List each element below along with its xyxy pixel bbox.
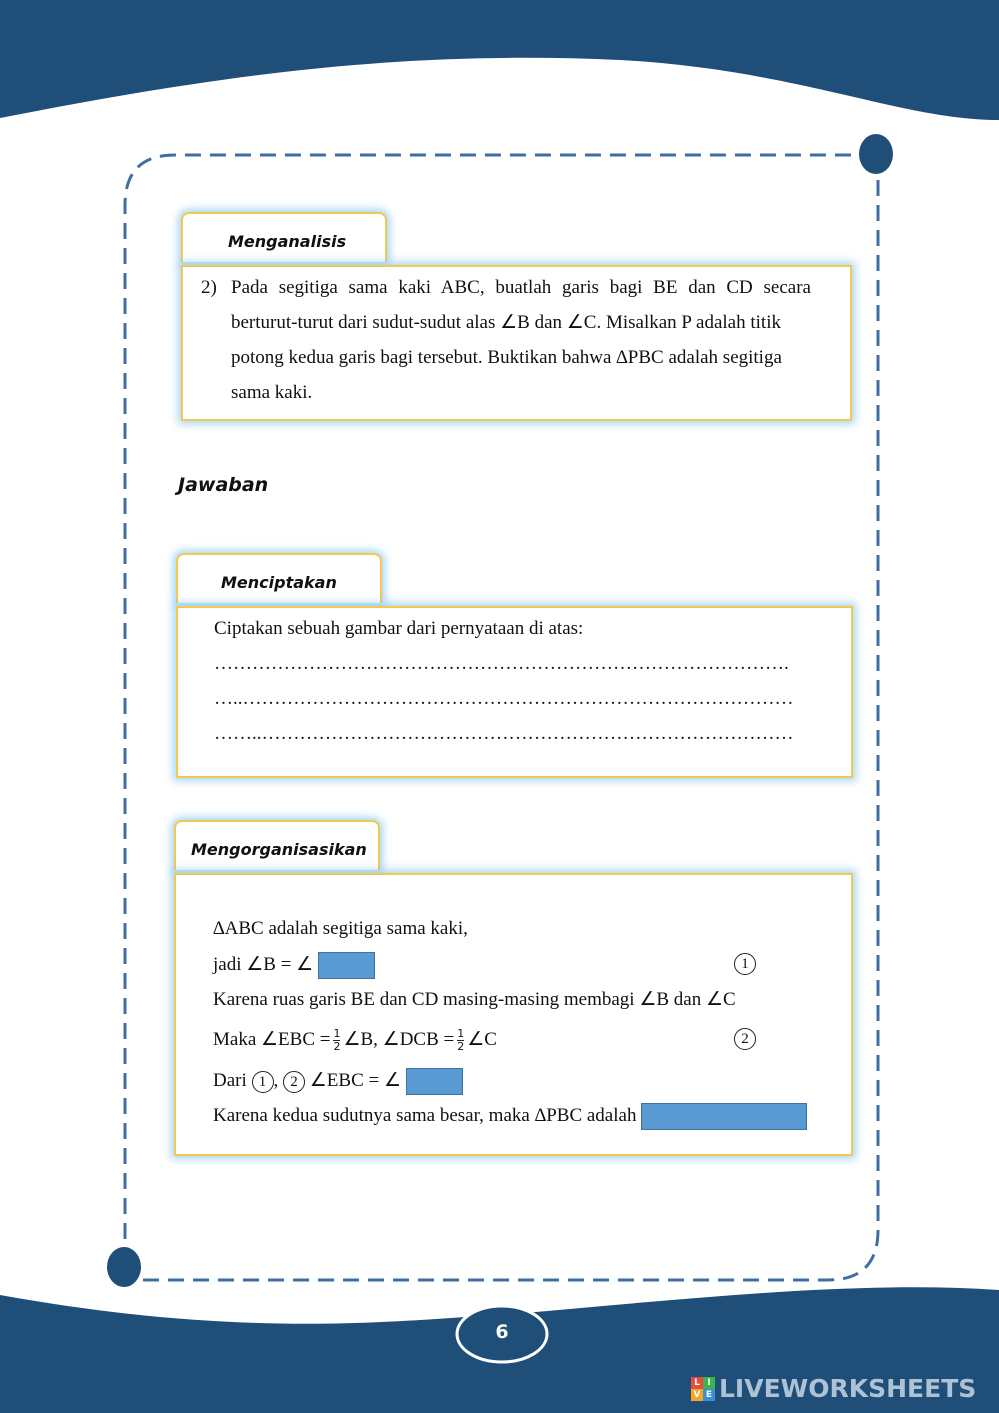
answer-line-3[interactable]: ……..………………………………………………………………………… [214,723,794,744]
answer-line-2[interactable]: …..…………………………………………………………………………… [214,688,794,709]
logo-letter-v: V [691,1389,703,1401]
page-number: 6 [495,1321,509,1343]
proof-line-6 [213,1098,807,1133]
proof-line-2 [213,947,833,982]
proof-line-4-b: ∠B, ∠DCB = [343,1029,455,1050]
frame-corner-dot-bottom [107,1247,141,1287]
frame-corner-dot-top [859,134,893,174]
proof-line-5 [213,1063,463,1098]
logo-letter-l: L [691,1377,703,1389]
half-fraction-1 [333,1028,340,1053]
question-line-1: Pada segitiga sama kaki ABC, buatlah garis bagi BE dan CD secara [231,277,811,298]
question-line-2: berturut-turut dari sudut-sudut alas ∠B dan ∠C. Misalkan P adalah titik [231,312,781,333]
fraction-denominator: 2 [333,1040,341,1054]
answer-box-angle-c[interactable] [318,952,375,979]
answer-box-angle-dcb[interactable] [406,1068,463,1095]
proof-line-4 [213,1022,833,1057]
proof-line-5-c: ∠EBC = ∠ [309,1070,401,1091]
question-box [181,265,852,421]
logo-letter-i: I [703,1377,715,1389]
proof-line-6-text: Karena kedua sudutnya sama besar, maka ∆PBC adalah [213,1105,637,1126]
fraction-numerator: 1 [457,1027,465,1041]
marker-2-icon: 2 [734,1028,756,1050]
proof-line-1: ∆ABC adalah segitiga sama kaki, [213,918,468,939]
answer-box-conclusion[interactable] [641,1103,807,1130]
watermark-text: LIVEWORKSHEETS [719,1374,977,1403]
create-prompt: Ciptakan sebuah gambar dari pernyataan di atas: [214,618,584,639]
marker-1-icon: 1 [734,953,756,975]
proof-line-2-text: jadi ∠B = ∠ [213,954,314,975]
fraction-numerator: 1 [333,1027,341,1041]
top-wave-band [0,0,999,120]
logo-letter-e: E [703,1389,715,1401]
fraction-denominator: 2 [457,1040,465,1054]
watermark-logo-icon [691,1377,715,1401]
menciptakan-title: Menciptakan [221,573,337,592]
half-fraction-2 [457,1028,464,1053]
proof-line-4-a: Maka ∠EBC = [213,1029,331,1050]
question-line-3: potong kedua garis bagi tersebut. Buktikan bahwa ∆PBC adalah segitiga [231,347,782,368]
mengorganisasikan-tab [174,820,380,870]
marker-1-ref-icon: 1 [252,1071,274,1093]
menciptakan-tab [176,553,382,603]
proof-line-3: Karena ruas garis BE dan CD masing-masing membagi ∠B dan ∠C [213,989,736,1010]
question-text [231,270,811,410]
proof-line-4-c: ∠C [467,1029,497,1050]
answer-line-1[interactable]: ………………………………………………………………………………. [214,653,789,674]
menganalisis-title: Menganalisis [228,232,347,251]
jawaban-heading: Jawaban [178,474,269,496]
question-line-4: sama kaki. [231,382,313,403]
menganalisis-tab [181,212,387,262]
proof-line-5-comma: , [273,1070,279,1091]
mengorganisasikan-title: Mengorganisasikan [191,840,367,859]
marker-2-ref-icon: 2 [283,1071,305,1093]
create-box [176,606,853,778]
proof-line-5-a: Dari [213,1070,247,1091]
question-number: 2) [201,277,217,298]
proof-content [213,911,843,1141]
proof-box [174,873,853,1156]
